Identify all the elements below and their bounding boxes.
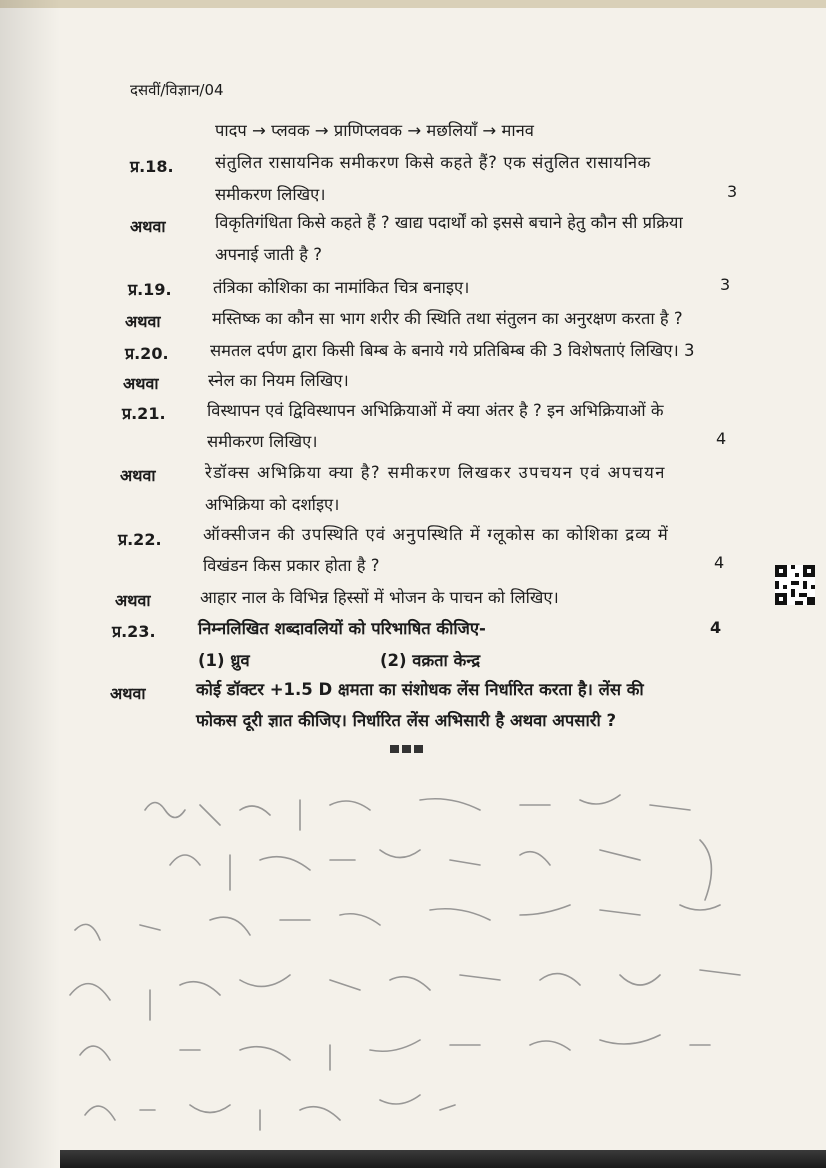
q22-marks: 4: [714, 553, 725, 572]
or23-text-line2: फोकस दूरी ज्ञात कीजिए। निर्धारित लेंस अभिसारी है अथवा अपसारी ?: [196, 711, 617, 730]
or19-text: मस्तिष्क का कौन सा भाग शरीर की स्थिति तथा संतुलन का अनुरक्षण करता है ?: [212, 309, 683, 328]
or18-label: अथवा: [130, 217, 166, 236]
q18-text-line2: समीकरण लिखिए।: [215, 185, 326, 204]
or18-text-line2: अपनाई जाती है ?: [215, 245, 322, 264]
or22-label: अथवा: [115, 591, 151, 610]
page-bottom-edge: [60, 1150, 826, 1168]
q20-text: समतल दर्पण द्वारा किसी बिम्ब के बनाये गये प्रतिबिम्ब की 3 विशेषताएं लिखिए। 3: [210, 341, 695, 360]
q19-text: तंत्रिका कोशिका का नामांकित चित्र बनाइए।: [213, 278, 470, 297]
q21-marks: 4: [716, 429, 727, 448]
q23-marks: 4: [710, 618, 722, 637]
q22-text-line1: ऑक्सीजन की उपस्थिति एवं अनुपस्थिति में ग्लूकोस का कोशिका द्रव्य में: [203, 525, 669, 544]
q23-option-2: (2) वक्रता केन्द्र: [380, 651, 481, 670]
or21-text-line2: अभिक्रिया को दर्शाइए।: [205, 495, 340, 514]
or18-text-line1: विकृतिगंधिता किसे कहते हैं ? खाद्य पदार्थों को इससे बचाने हेतु कौन सी प्रक्रिया: [215, 213, 683, 232]
or20-label: अथवा: [123, 374, 159, 393]
q21-text-line2: समीकरण लिखिए।: [207, 432, 318, 451]
q20-label: प्र.20.: [125, 344, 169, 363]
end-marker: [390, 745, 423, 753]
or19-label: अथवा: [125, 312, 161, 331]
q19-marks: 3: [720, 275, 731, 294]
page-header: दसवीं/विज्ञान/04: [130, 81, 224, 99]
q23-option-1: (1) ध्रुव: [198, 651, 250, 670]
q23-label: प्र.23.: [112, 622, 156, 641]
or21-text-line1: रेडॉक्स अभिक्रिया क्या है? समीकरण लिखकर उपचयन एवं अपचयन: [205, 463, 666, 482]
q22-text-line2: विखंडन किस प्रकार होता है ?: [203, 556, 380, 575]
page-top-edge: [0, 0, 826, 8]
or23-label: अथवा: [110, 684, 146, 703]
or23-text-line1: कोई डॉक्टर +1.5 D क्षमता का संशोधक लेंस निर्धारित करता है। लेंस की: [196, 680, 644, 699]
handwritten-notes: [0, 780, 826, 1150]
q18-text-line1: संतुलित रासायनिक समीकरण किसे कहते हैं? एक संतुलित रासायनिक: [215, 153, 651, 172]
q19-label: प्र.19.: [128, 280, 172, 299]
q21-label: प्र.21.: [122, 404, 166, 423]
q22-label: प्र.22.: [118, 530, 162, 549]
or21-label: अथवा: [120, 466, 156, 485]
q18-label: प्र.18.: [130, 157, 174, 176]
q21-text-line1: विस्थापन एवं द्विविस्थापन अभिक्रियाओं में क्या अंतर है ? इन अभिक्रियाओं के: [207, 401, 664, 420]
or20-text: स्नेल का नियम लिखिए।: [208, 371, 349, 390]
q18-marks: 3: [727, 182, 738, 201]
food-chain-line: पादप → प्लवक → प्राणिप्लवक → मछलियाँ → मानव: [215, 121, 534, 140]
q23-text: निम्नलिखित शब्दावलियों को परिभाषित कीजिए-: [198, 619, 486, 638]
or22-text: आहार नाल के विभिन्न हिस्सों में भोजन के पाचन को लिखिए।: [200, 588, 559, 607]
qr-code: [775, 565, 815, 605]
